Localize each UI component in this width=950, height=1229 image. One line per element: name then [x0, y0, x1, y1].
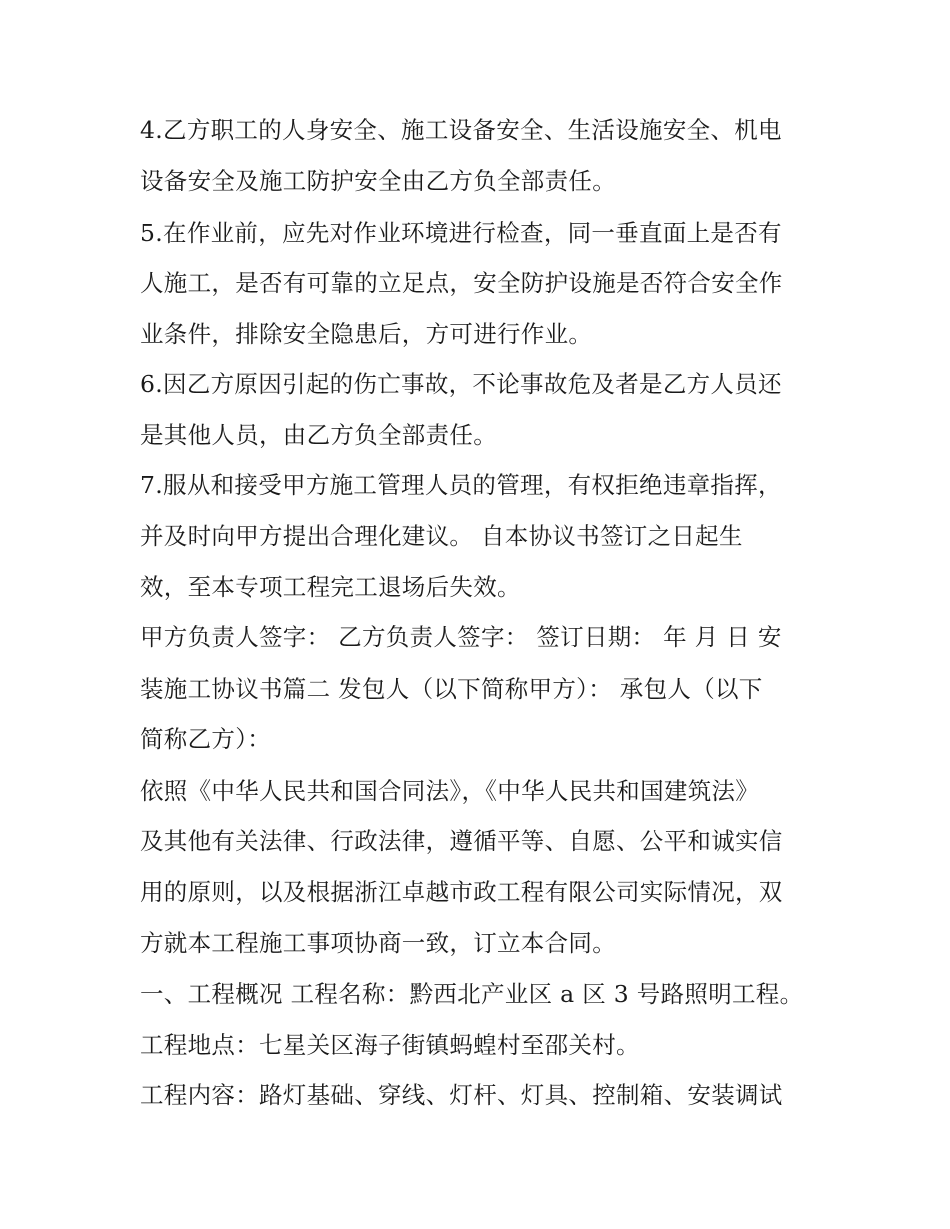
text-line: 是其他人员，由乙方负全部责任。 [140, 421, 497, 449]
text-line: 方就本工程施工事项协商一致，订立本合同。 [140, 929, 616, 957]
text-line: 依照《中华人民共和国合同法》，《中华人民共和国建筑法》 [140, 777, 760, 805]
text-line: 工程内容：路灯基础、穿线、灯杆、灯具、控制箱、安装调试 [140, 1081, 783, 1109]
text-line: 业条件，排除安全隐患后，方可进行作业。 [140, 320, 593, 348]
text-line: 5.在作业前，应先对作业环境进行检查，同一垂直面上是否有 [140, 219, 782, 247]
text-line: 简称乙方）： [140, 725, 272, 753]
text-line: 设备安全及施工防护安全由乙方负全部责任。 [140, 167, 616, 195]
text-line: 4.乙方职工的人身安全、施工设备安全、生活设施安全、机电 [140, 116, 782, 144]
text-line: 并及时向甲方提出合理化建议。 自本协议书签订之日起生 [140, 522, 743, 550]
text-line: 效，至本专项工程完工退场后失效。 [140, 573, 521, 601]
text-line: 人施工，是否有可靠的立足点，安全防护设施是否符合安全作 [140, 269, 783, 297]
text-line: 及其他有关法律、行政法律，遵循平等、自愿、公平和诚实信 [140, 827, 783, 855]
text-line: 甲方负责人签字： 乙方负责人签字： 签订日期： 年 月 日 安 [140, 623, 782, 651]
text-line: 7.服从和接受甲方施工管理人员的管理，有权拒绝违章指挥， [140, 471, 782, 499]
text-line: 装施工协议书篇二 发包人（以下简称甲方）： 承包人（以下 [140, 675, 763, 703]
text-line: 一、工程概况 工程名称：黔西北产业区 a 区 3 号路照明工程。 [140, 980, 804, 1008]
text-line: 工程地点：七星关区海子街镇蚂蝗村至邵关村。 [140, 1031, 640, 1059]
text-line: 6.因乙方原因引起的伤亡事故，不论事故危及者是乙方人员还 [140, 370, 782, 398]
text-line: 用的原则，以及根据浙江卓越市政工程有限公司实际情况，双 [140, 878, 783, 906]
